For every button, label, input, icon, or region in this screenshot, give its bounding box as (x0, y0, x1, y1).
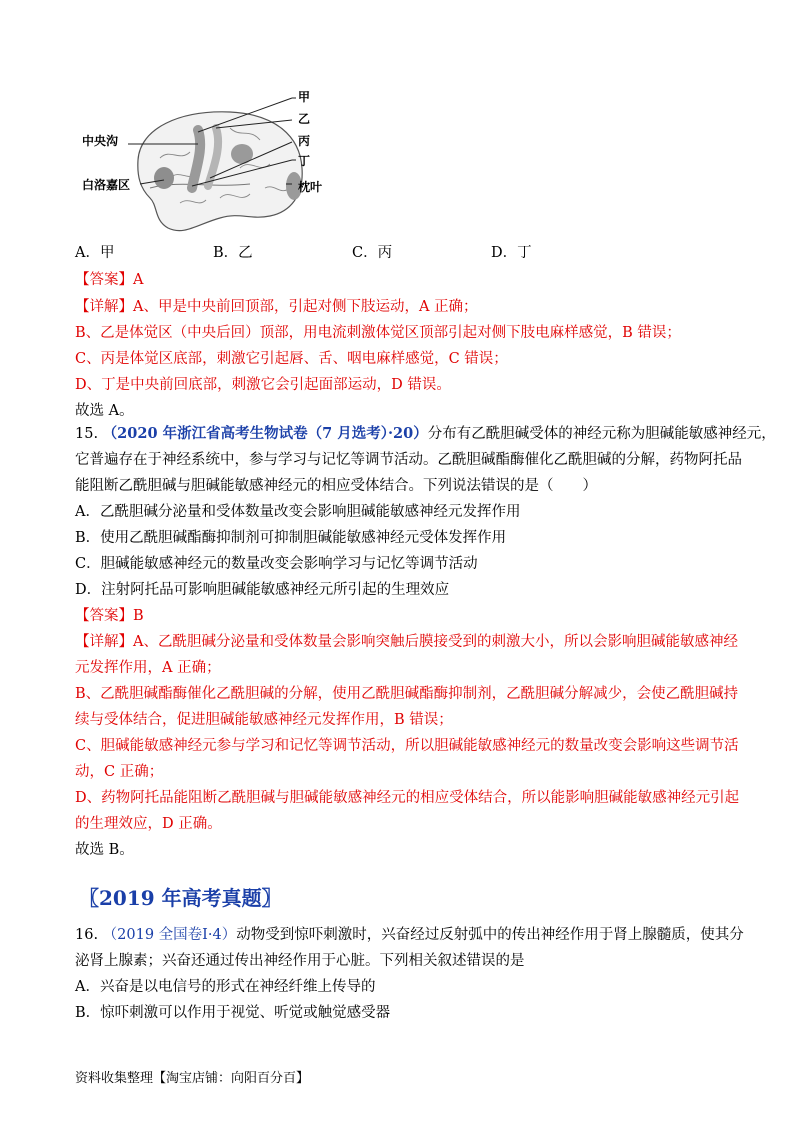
section-title: 〖2019 年高考真题〗 (79, 886, 282, 910)
q15-answer: 【答案】B (75, 608, 144, 624)
q15-number: 15. (75, 426, 99, 442)
q15-detail-line: 续与受体结合，促进胆碱能敏感神经元发挥作用，B 错误； (75, 712, 453, 728)
q15-detail-line: 元发挥作用，A 正确； (75, 660, 221, 676)
q14-conclusion: 故选 A。 (75, 403, 134, 419)
q15-detail-line: 【详解】A、乙酰胆碱分泌量和受体数量会影响突触后膜接受到的刺激大小，所以会影响胆碱能敏感神经 (75, 634, 738, 650)
q16-stem-line (75, 925, 744, 945)
footer-text: 资料收集整理【淘宝店铺：向阳百分百】 (75, 1071, 310, 1086)
label-jia: 甲 (298, 90, 311, 104)
q14-option-d: D．丁 (491, 245, 532, 261)
label-yi: 乙 (298, 112, 311, 126)
q15-detail-line: 动，C 正确； (75, 764, 164, 780)
label-broca: 白洛嘉区 (82, 178, 131, 192)
q16-option-b: B．惊吓刺激可以作用于视觉、听觉或触觉感受器 (75, 1005, 391, 1021)
q15-option-a: A．乙酰胆碱分泌量和受体数量改变会影响胆碱能敏感神经元发挥作用 (75, 504, 521, 520)
q14-answer: 【答案】A (75, 272, 144, 288)
q14-detail-line: C、丙是体觉区底部，刺激它引起唇、舌、咽电麻样感觉，C 错误； (75, 351, 508, 367)
q16-option-a: A．兴奋是以电信号的形式在神经纤维上传导的 (75, 979, 376, 995)
label-bing: 丙 (298, 134, 311, 148)
q14-detail-line: B、乙是体觉区（中央后回）顶部，用电流刺激体觉区顶部引起对侧下肢电麻样感觉，B 错误； (75, 325, 681, 341)
label-central-sulcus: 中央沟 (82, 134, 119, 148)
q15-option-b: B．使用乙酰胆碱酯酶抑制剂可抑制胆碱能敏感神经元受体发挥作用 (75, 530, 507, 546)
q16-source: （2019 全国卷Ⅰ·4） (102, 927, 237, 943)
brain-figure (80, 88, 340, 238)
q15-detail-line: B、乙酰胆碱酯酶催化乙酰胆碱的分解，使用乙酰胆碱酯酶抑制剂，乙酰胆碱分解减少，会使乙酰胆碱持 (75, 686, 739, 702)
q15-detail-line: D、药物阿托品能阻断乙酰胆碱与胆碱能敏感神经元的相应受体结合，所以能影响胆碱能敏感神经元引起 (75, 790, 740, 806)
q15-stem-line: 能阻断乙酰胆碱与胆碱能敏感神经元的相应受体结合。下列说法错误的是（ ） (75, 478, 597, 494)
q15-stem-line (75, 424, 776, 444)
label-occipital: 枕叶 (298, 180, 323, 194)
q15-source: （2020 年浙江省高考生物试卷（7 月选考）·20） (102, 425, 428, 442)
q14-option-b: B．乙 (213, 245, 253, 261)
q16-stem-line: 泌肾上腺素；兴奋还通过传出神经作用于心脏。下列相关叙述错误的是 (75, 953, 525, 969)
label-ding: 丁 (298, 154, 311, 168)
q14-option-c: C．丙 (352, 245, 393, 261)
q15-option-d: D．注射阿托品可影响胆碱能敏感神经元所引起的生理效应 (75, 582, 450, 598)
q15-stem-line: 它普遍存在于神经系统中，参与学习与记忆等调节活动。乙酰胆碱酯酶催化乙酰胆碱的分解，药物阿托品 (75, 452, 742, 468)
q16-number: 16. (75, 927, 99, 943)
q14-detail-line: 【详解】A、甲是中央前回顶部，引起对侧下肢运动，A 正确； (75, 299, 478, 315)
q14-detail-line: D、丁是中央前回底部，刺激它会引起面部运动，D 错误。 (75, 377, 451, 393)
q16-stem-text: 动物受到惊吓刺激时，兴奋经过反射弧中的传出神经作用于肾上腺髓质，使其分 (236, 927, 744, 943)
q15-detail-line: C、胆碱能敏感神经元参与学习和记忆等调节活动，所以胆碱能敏感神经元的数量改变会影响这些调节活 (75, 738, 739, 754)
q15-detail-line: 的生理效应，D 正确。 (75, 816, 222, 832)
q15-conclusion: 故选 B。 (75, 842, 134, 858)
q14-option-a: A．甲 (75, 245, 115, 261)
q15-stem-text: 分布有乙酰胆碱受体的神经元称为胆碱能敏感神经元， (427, 426, 776, 442)
q15-option-c: C．胆碱能敏感神经元的数量改变会影响学习与记忆等调节活动 (75, 556, 478, 572)
